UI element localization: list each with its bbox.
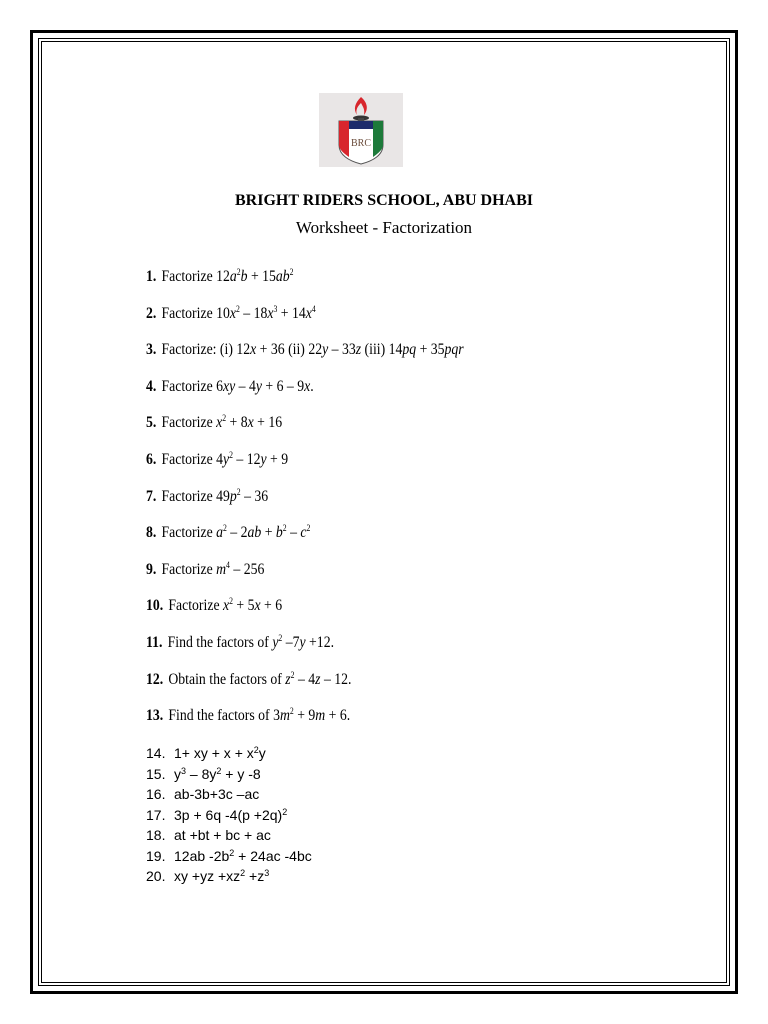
problem-item: [146, 805, 287, 825]
worksheet-title: Worksheet - Factorization: [295, 218, 473, 237]
question-item: [146, 671, 351, 689]
question-number: 8.: [146, 524, 157, 542]
question-item: [146, 488, 268, 506]
problem-item: [146, 846, 312, 866]
problem-number: 14.: [146, 745, 166, 761]
question-item: [146, 451, 288, 469]
question-number: 1.: [146, 268, 157, 285]
question-item: [146, 561, 264, 579]
page-border-inner-line: [41, 41, 727, 983]
question-number: 10.: [146, 597, 164, 615]
problem-text: at +bt + bc + ac: [174, 827, 271, 843]
logo-text: BRC: [350, 138, 372, 149]
question-item: [146, 268, 294, 286]
question-text: Obtain the factors of $z^2 - 4z - 12$.: [168, 669, 352, 688]
question-number: 7.: [146, 487, 157, 505]
question-item: [146, 341, 464, 359]
problem-item: [146, 866, 269, 886]
problem-item: [146, 784, 259, 804]
question-text: Factorize 6xy – 4y + 6 – 9x.: [161, 377, 314, 395]
question-number: 11.: [146, 634, 163, 651]
question-text: Factorize $49p^2 - 36$: [161, 486, 269, 505]
question-text: Find the factors of $y^2$ –7y +12.: [167, 633, 335, 651]
question-item: [146, 597, 282, 615]
problem-text: $y^3 - 8y^2 + y$ -8: [174, 765, 261, 782]
question-item: [146, 707, 350, 725]
question-item: [146, 414, 282, 432]
problem-number: 17.: [146, 806, 166, 823]
question-number: 12.: [146, 670, 164, 688]
problem-item: [146, 825, 271, 845]
question-text: Factorize $12a^2b + 15ab^2$: [161, 267, 294, 285]
problem-item: [146, 743, 266, 763]
problem-text: 12ab $-2b^2 + 24ac$ -4bc: [174, 847, 312, 864]
problem-number: 19.: [146, 847, 166, 864]
question-text: Factorize $4y^2 - 12y + 9$: [161, 450, 289, 468]
school-name: BRIGHT RIDERS SCHOOL, ABU DHABI: [235, 192, 533, 209]
question-number: 2.: [146, 304, 157, 322]
problem-number: 16.: [146, 786, 166, 802]
question-text: Factorize $x^2 + 5x + 6$: [168, 596, 283, 615]
question-number: 9.: [146, 560, 157, 578]
problem-number: 18.: [146, 827, 166, 843]
question-text: Factorize $x^2 + 8x + 16$: [161, 413, 283, 432]
problem-item: [146, 764, 261, 784]
question-text: Factorize $10x^2 - 18x^3 + 14x^4$: [161, 303, 316, 322]
question-item: [146, 634, 334, 652]
problem-number: 20.: [146, 868, 166, 884]
question-text: Factorize $m^4 - 256$: [161, 559, 265, 578]
question-number: 5.: [146, 414, 157, 432]
question-number: 4.: [146, 377, 157, 395]
question-item: [146, 305, 316, 323]
question-item: [146, 378, 314, 396]
question-number: 13.: [146, 707, 164, 725]
problem-text: 3p + 6q $-4(p +2q)^2$: [174, 806, 288, 823]
problem-text: 1+ xy + $x + x^2y$: [174, 745, 266, 761]
question-number: 6.: [146, 451, 157, 468]
school-logo: [319, 93, 403, 167]
question-text: Factorize $a^2 - 2ab + b^2 - c^2$: [161, 523, 311, 542]
question-text: Find the factors of $3m^2 + 9m + 6$.: [168, 706, 351, 725]
problem-number: 15.: [146, 765, 166, 782]
question-item: [146, 524, 310, 542]
problem-text: xy $+yz +xz^2 +z^3$: [174, 868, 270, 884]
problem-text: ab-3b+3c –ac: [174, 786, 260, 802]
question-number: 3.: [146, 341, 157, 359]
question-text: Factorize: (i) 12x + 36 (ii) 22y – 33z (iii) 14pq + 35pqr: [161, 341, 464, 359]
